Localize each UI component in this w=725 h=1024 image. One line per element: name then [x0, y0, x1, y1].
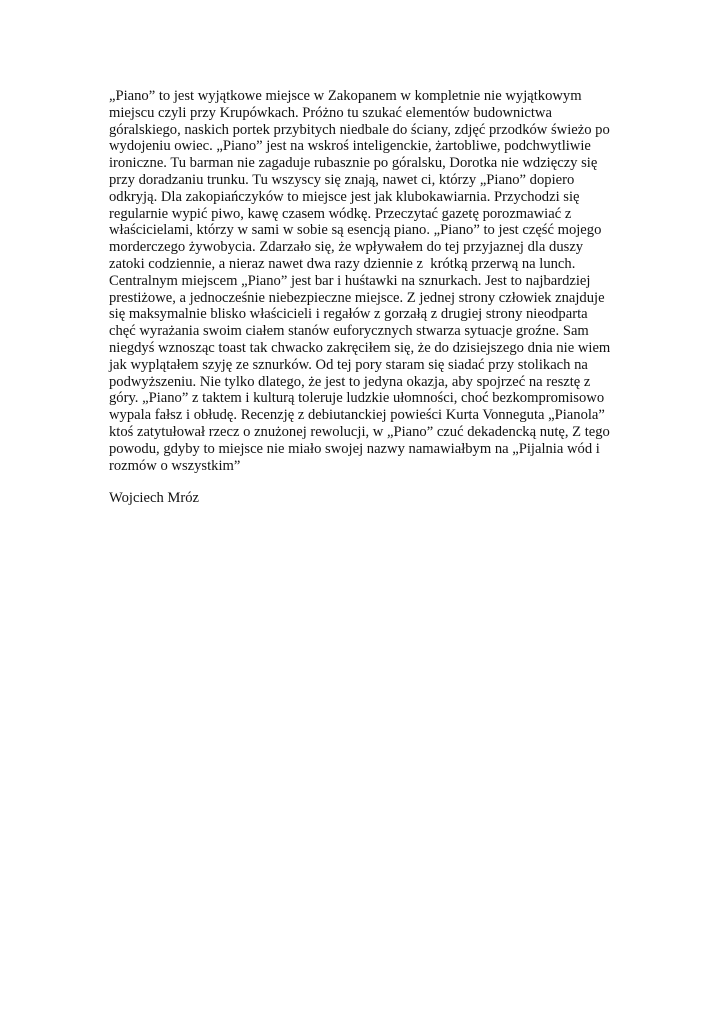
author-signature: Wojciech Mróz — [109, 490, 199, 506]
article-line: góry. „Piano” z taktem i kulturą toleruje ludzkie ułomności, choć bezkompromisowo — [109, 390, 605, 407]
article-line: odkryją. Dla zakopiańczyków to miejsce jest jak klubokawiarnia. Przychodzi się — [109, 188, 580, 205]
article-line: rozmów o wszystkim” — [109, 457, 241, 474]
article-line: się maksymalnie blisko właścicieli i regałów z gorzałą z drugiej strony nieodparta — [109, 306, 588, 323]
article-body — [109, 88, 617, 474]
article-line: „Piano” to jest wyjątkowe miejsce w Zakopanem w kompletnie nie wyjątkowym — [109, 88, 582, 104]
article-line: wypala fałsz i obłudę. Recenzję z debiutanckiej powieści Kurta Vonneguta „Pianola” — [109, 407, 605, 424]
article-line: chęć wyrażania swoim ciałem stanów euforycznych stwarza sytuacje groźne. Sam — [109, 323, 589, 340]
article-line: ktoś zatytułował rzecz o znużonej rewolucji, w „Piano” czuć dekadencką nutę, Z tego — [109, 423, 610, 440]
article-line: regularnie wypić piwo, kawę czasem wódkę. Przeczytać gazetę porozmawiać z — [109, 205, 572, 222]
article-line: miejscu czyli przy Krupówkach. Próżno tu szukać elementów budownictwa — [109, 104, 552, 121]
article-line: góralskiego, naskich portek przybitych niedbale do ściany, zdjęć przodków świeżo po — [109, 121, 610, 138]
article-line: zatoki codziennie, a nieraz nawet dwa razy dziennie z krótką przerwą na lunch. — [109, 255, 576, 272]
article-line: wydojeniu owiec. „Piano” jest na wskroś inteligenckie, żartobliwe, podchwytliwie — [109, 138, 591, 155]
article-line: właścicielami, którzy w sami w sobie są esencją piano. „Piano” to jest część mojego — [109, 222, 602, 239]
article-line: morderczego żywobycia. Zdarzało się, że wpływałem do tej przyjaznej dla duszy — [109, 239, 584, 256]
article-line: powodu, gdyby to miejsce nie miało swojej nazwy namawiałbym na „Pijalnia wód i — [109, 440, 600, 457]
article-line: ironiczne. Tu barman nie zagaduje rubasznie po góralsku, Dorotka nie wdzięczy się — [109, 155, 598, 172]
article-line: podwyższeniu. Nie tylko dlatego, że jest to jedyna okazja, aby spojrzeć na resztę z — [109, 373, 591, 390]
article-line: prestiżowe, a jednocześnie niebezpieczne miejsce. Z jednej strony człowiek znajduje — [109, 289, 605, 306]
article-line: przy doradzaniu trunku. Tu wszyscy się znają, nawet ci, którzy „Piano” dopiero — [109, 171, 575, 188]
article-line: jak wyplątałem szyję ze sznurków. Od tej pory staram się siadać przy stolikach na — [109, 356, 588, 373]
article-line: Centralnym miejscem „Piano” jest bar i huśtawki na sznurkach. Jest to najbardziej — [109, 272, 591, 289]
article-line: niegdyś wznosząc toast tak chwacko zakręciłem się, że do dzisiejszego dnia nie wiem — [109, 339, 611, 356]
